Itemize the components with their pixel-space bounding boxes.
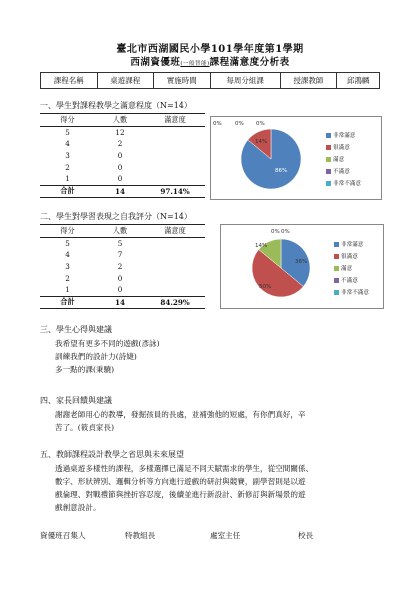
title-suffix: 課程滿意度分析表 — [209, 57, 290, 68]
section4-body — [55, 408, 306, 434]
teacher-label: 授課教師 — [280, 73, 337, 89]
legend-item: 滿意 — [334, 264, 352, 272]
pie-chart-1 — [210, 116, 382, 200]
teacher-value: 邱鴻麟 — [337, 73, 380, 89]
signature-coordinator: 資優班召集人 — [40, 531, 86, 540]
total-label: 合計 — [40, 296, 95, 309]
signature-director: 處室主任 — [210, 531, 241, 540]
reflection-line: 戲倫理、對戰禮節與挫折容忍度，後續並進行新設計、新修訂與新場景的遊 — [55, 490, 306, 499]
header-satisfaction: 滿意度 — [145, 114, 205, 127]
score-cell: 5 — [65, 127, 70, 137]
legend-item: 很滿意 — [334, 252, 358, 260]
legend-item: 非常不滿意 — [334, 288, 369, 296]
count-cell: 0 — [117, 285, 123, 295]
count-cell: 12 — [115, 127, 125, 137]
header-score: 得分 — [40, 114, 95, 127]
score-cell: 2 — [65, 162, 70, 172]
header-count: 人數 — [95, 114, 145, 127]
table-row — [40, 272, 205, 284]
count-cell: 5 — [117, 238, 123, 248]
course-info-table — [40, 72, 380, 89]
total-count: 14 — [95, 296, 145, 309]
legend-item: 很滿意 — [326, 143, 350, 151]
score-cell: 3 — [65, 151, 70, 161]
table-total-row — [40, 185, 205, 198]
section2-heading: 二、學生對學習表現之自我評分（N=14） — [40, 212, 192, 221]
table-row — [40, 261, 205, 273]
count-cell: 0 — [117, 162, 123, 172]
course-name-label: 課程名稱 — [41, 73, 98, 89]
legend-item: 滿意 — [326, 155, 344, 163]
score-cell: 2 — [65, 273, 70, 283]
pie-data-label-3: 0% — [235, 121, 244, 127]
section3-heading: 三、學生心得與建議 — [40, 325, 112, 334]
pie-chart-2 — [220, 224, 384, 309]
pie-data-label-0: 86% — [275, 168, 288, 174]
legend-item: 不滿意 — [334, 276, 358, 284]
count-cell: 0 — [117, 174, 123, 184]
pie-data-label-1: 14% — [255, 139, 268, 145]
total-count: 14 — [95, 185, 145, 198]
legend-item: 非常滿意 — [326, 131, 355, 139]
header-satisfaction: 滿意度 — [145, 225, 205, 238]
parent-comment-line: 苦了。(筱貞家長) — [55, 423, 115, 432]
count-cell: 0 — [117, 273, 123, 283]
count-cell: 2 — [117, 139, 123, 149]
legend-item: 非常不滿意 — [326, 179, 361, 187]
table-row — [40, 126, 205, 138]
section1-heading: 一、學生對課程教學之滿意程度（N=14） — [40, 101, 192, 110]
table-header-row — [40, 225, 205, 238]
schedule-value: 每周分組課 — [210, 73, 280, 89]
table-row — [40, 161, 205, 173]
table-header-row — [40, 114, 205, 127]
pie-data-label-2: 14% — [255, 243, 268, 249]
table-row — [40, 173, 205, 185]
header-score: 得分 — [40, 225, 95, 238]
section3-body — [55, 337, 160, 376]
score-cell: 3 — [65, 262, 70, 272]
total-satisfaction: 84.29% — [145, 296, 205, 309]
signature-section-chief: 特教組長 — [125, 531, 156, 540]
schedule-label: 實施時間 — [154, 73, 211, 89]
doc-title-line2 — [0, 54, 420, 68]
section5-body — [55, 462, 313, 514]
pie-data-label-3: 0% — [281, 229, 290, 235]
legend-item: 不滿意 — [326, 167, 350, 175]
student-comment: 我希望有更多不同的遊戲(彥詠) — [55, 339, 160, 348]
table-row — [40, 150, 205, 162]
score-cell: 5 — [65, 238, 70, 248]
count-cell: 0 — [117, 151, 123, 161]
table-row — [40, 237, 205, 249]
score-cell: 1 — [65, 285, 70, 295]
section5-heading: 五、教師課程設計教學之省思與未來展望 — [40, 450, 184, 459]
reflection-line: 數字、形狀辨別、邏輯分析等方向進行遊戲的研討與競賽，副學習則是以遊 — [55, 477, 306, 486]
pie-data-label-0: 36% — [295, 259, 308, 265]
pie-data-label-4: 0% — [271, 229, 280, 235]
pie-data-label-4: 0% — [256, 121, 265, 127]
pie-data-label-2: 0% — [213, 121, 222, 127]
reflection-line: 透過桌遊多樣性的課程，多樣選擇已滿足不同天賦需求的學生，從空間關係、 — [55, 464, 314, 473]
score-cell: 4 — [65, 250, 70, 260]
reflection-line: 戲創意設計。 — [55, 503, 101, 512]
count-cell: 7 — [117, 250, 123, 260]
total-label: 合計 — [40, 185, 95, 198]
parent-comment-line: 謝謝老師用心的教導，發掘孩員的長處，並補強他的短處，有你們真好，辛 — [55, 410, 306, 419]
score-cell: 4 — [65, 139, 70, 149]
table-total-row — [40, 296, 205, 309]
title-prefix: 西湖資優班 — [130, 57, 181, 68]
score-cell: 1 — [65, 174, 70, 184]
table-row — [40, 249, 205, 261]
section4-heading: 四、家長回饋與建議 — [40, 396, 112, 405]
table-row — [40, 284, 205, 296]
total-satisfaction: 97.14% — [145, 185, 205, 198]
signature-principal: 校長 — [298, 531, 314, 540]
title-subnote: (一般智能) — [180, 61, 210, 67]
table-row — [40, 138, 205, 150]
legend-item: 非常滿意 — [334, 240, 363, 248]
course-name-value: 桌遊課程 — [97, 73, 154, 89]
header-count: 人數 — [95, 225, 145, 238]
section1-table — [40, 113, 205, 198]
section2-table — [40, 224, 205, 309]
student-comment: 訓練我們的設計力(詩婕) — [55, 352, 137, 361]
doc-title-line1: 臺北市西湖國民小學101學年度第1學期 — [116, 44, 304, 55]
pie-data-label-1: 50% — [259, 284, 272, 290]
count-cell: 2 — [117, 262, 123, 272]
student-comment: 多一點的課(秉驍) — [55, 365, 115, 374]
